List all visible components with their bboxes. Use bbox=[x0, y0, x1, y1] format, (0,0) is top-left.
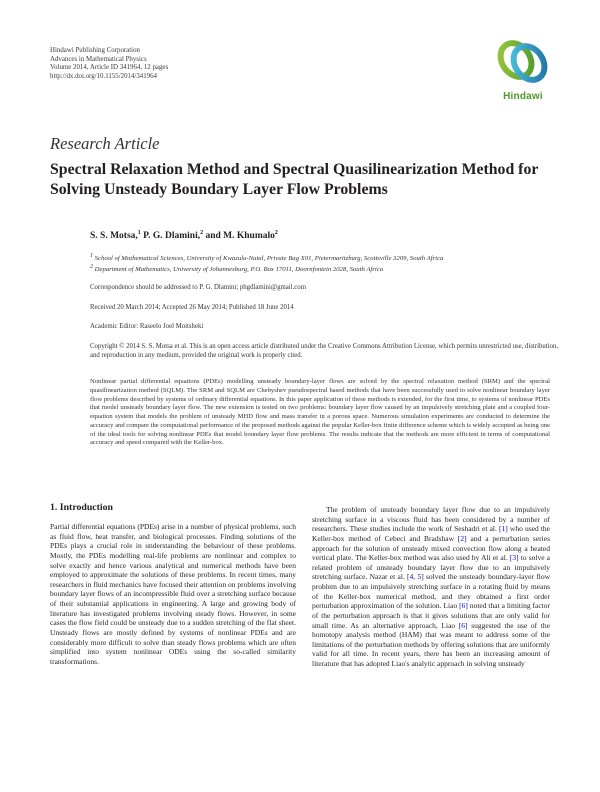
copyright-notice: Copyright © 2014 S. S. Motsa et al. This is an open access article distributed under the Creative Commons Attribution License, which permits unrestricted use, distribution, and reproduction in any medium, provided the original work is properly cited. bbox=[90, 343, 559, 359]
affiliation-mark: 2 bbox=[90, 264, 93, 270]
affiliation-text: Department of Mathematics, University of Johannesburg, P.O. Box 17011, Doornfontein 2028, South Africa bbox=[93, 266, 384, 274]
author-affiliation-mark: 2 bbox=[274, 230, 278, 236]
abstract: Nonlinear partial differential equations (PDEs) modelling unsteady boundary-layer flows are solved by the spectral relaxation method (SRM) and the spectral quasilinearization method (SQLM). The SRM and SQLM are Chebyshev pseudospectral based methods that have been successfully used to solve nonlinear boundary layer flow problems described by systems of ordinary differential equations. In this paper application of these methods is extended, for the first time, to systems of nonlinear PDEs that model unsteady boundary layer flow. The new extension is tested on two problems: boundary layer flow caused by an impulsively stretching plate and a coupled four-equation system that models the problem of unsteady MHD flow and mass transfer in a porous space. Numerous simulation experiments are conducted to determine the accuracy and compare the computational performance of the proposed methods against the popular Keller-box finite difference scheme which is widely accepted as being one of the ideal tools for solving nonlinear PDEs that model boundary layer flow problems. The results indicate that the methods are more efficient in terms of computational accuracy and speed compared with the Keller-box. bbox=[90, 378, 550, 447]
citation-link[interactable]: [6] bbox=[458, 620, 468, 630]
journal-header bbox=[50, 47, 168, 81]
text-run: to solve a related problem of unsteady boundary layer flow due to an impulsively stretching surface. Nazar et al. [ bbox=[312, 553, 551, 582]
academic-editor: Academic Editor: Raseelo Joel Moitsheki bbox=[90, 323, 204, 330]
correspondence: Correspondence should be addressed to P. G. Dlamini; phgdlamini@gmail.com bbox=[90, 284, 306, 291]
article-title: Spectral Relaxation Method and Spectral Quasilinearization Method for Solving Unsteady Boundary Layer Flow Problems bbox=[50, 161, 539, 198]
text-run: who used the Keller-box method of Cebeci and Bradshaw bbox=[312, 524, 551, 543]
author-affiliation-mark: 2 bbox=[200, 230, 204, 236]
volume-info: Volume 2014, Article ID 341964, 12 pages bbox=[50, 64, 169, 72]
citation-link[interactable]: [6] bbox=[459, 601, 468, 611]
author-name[interactable]: and M. Khumalo bbox=[203, 231, 275, 242]
author-name[interactable]: S. S. Motsa, bbox=[90, 231, 138, 242]
body-column-left bbox=[50, 522, 296, 666]
citation-link[interactable]: [3] bbox=[509, 553, 519, 563]
affiliation bbox=[90, 252, 560, 263]
text-run: ] solved the unsteady boundary-layer flow problem due to an impulsively stretching surface in a rotating fluid by means of the Keller-box numerical method, and they obtained a first order perturbation approximation of the solution. Liao bbox=[312, 572, 551, 611]
hindawi-logo[interactable] bbox=[494, 35, 552, 105]
journal-name: Advances in Mathematical Physics bbox=[50, 55, 147, 63]
citation-link[interactable]: 4 bbox=[409, 572, 414, 582]
section-heading: 1. Introduction bbox=[50, 502, 113, 513]
doi-link[interactable]: http://dx.doi.org/10.1155/2014/341964 bbox=[50, 72, 157, 80]
publisher-name: Hindawi Publishing Corporation bbox=[50, 47, 140, 54]
citation-link[interactable]: [1] bbox=[499, 524, 508, 534]
citation-link[interactable]: [2] bbox=[457, 533, 467, 543]
text-run: and a perturbation series approach for the solution of unsteady mixed convection flow along a heated vertical plate. The Keller-box method was also used by Ali et al. bbox=[312, 533, 550, 563]
affiliation bbox=[90, 263, 560, 274]
text-run: noted that a limiting factor of the perturbation approach is that it gives solutions that are only valid for small time. As an alternative approach, Liao bbox=[312, 601, 551, 630]
body-column-right bbox=[312, 505, 550, 669]
citation-link[interactable]: 5 bbox=[417, 572, 422, 582]
hindawi-logo-mark bbox=[494, 35, 552, 91]
affiliation-mark: 1 bbox=[90, 253, 93, 259]
text-run: , bbox=[413, 572, 418, 582]
author-list bbox=[90, 230, 278, 241]
text-run: suggested the use of the homotopy analysis method (HAM) that was meant to address some of the limitations of the perturbation methods by offering solutions that are uniformly valid for all time. In recent years, there has been an increasing amount of literature that has adopted Liao's analytic approach in solving unsteady bbox=[312, 620, 550, 668]
paragraph: Partial differential equations (PDEs) arise in a number of physical problems, such as fluid flow, heat transfer, and biological processes. Finding solutions of the PDEs plays a crucial role in understanding the behaviour of these problems. Mostly, the PDEs modelling real-life problems are nonlinear and complex to solve exactly and hence various analytical and numerical methods have been employed to approximate the solutions of these problems. In recent times, many researchers in fluid mechanics have focused their attention on problems involving boundary layer flows of an incompressible fluid over a stretching surface because of their substantial applications in engineering. A large and growing body of literature has investigated problems involving steady flows. However, in some cases the flow field could be unsteady due to a sudden stretching of the flat sheet. Unsteady flows are mostly defined by systems of nonlinear PDEs and are considerably more difficult to solve than steady flows problems which are often simplified into system nonlinear ODEs using the so-called similarity transformations. bbox=[50, 522, 296, 666]
affiliation-text: School of Mathematical Sciences, University of Kwazulu-Natal, Private Bag X01, Pietermaritzburg, Scottsville 3209, South Africa bbox=[93, 255, 444, 263]
article-type: Research Article bbox=[50, 134, 160, 153]
text-run: The problem of unsteady boundary layer flow due to an impulsively stretching surface in a viscous fluid has been considered by a number of researchers. These studies include the work of Seshadri et al. bbox=[312, 505, 550, 534]
author-affiliation-mark: 1 bbox=[137, 230, 141, 236]
publication-dates: Received 20 March 2014; Accepted 26 May 2014; Published 18 June 2014 bbox=[90, 304, 294, 311]
paragraph bbox=[312, 505, 550, 669]
author-name[interactable]: P. G. Dlamini, bbox=[140, 231, 201, 242]
logo-text: Hindawi bbox=[503, 91, 543, 102]
